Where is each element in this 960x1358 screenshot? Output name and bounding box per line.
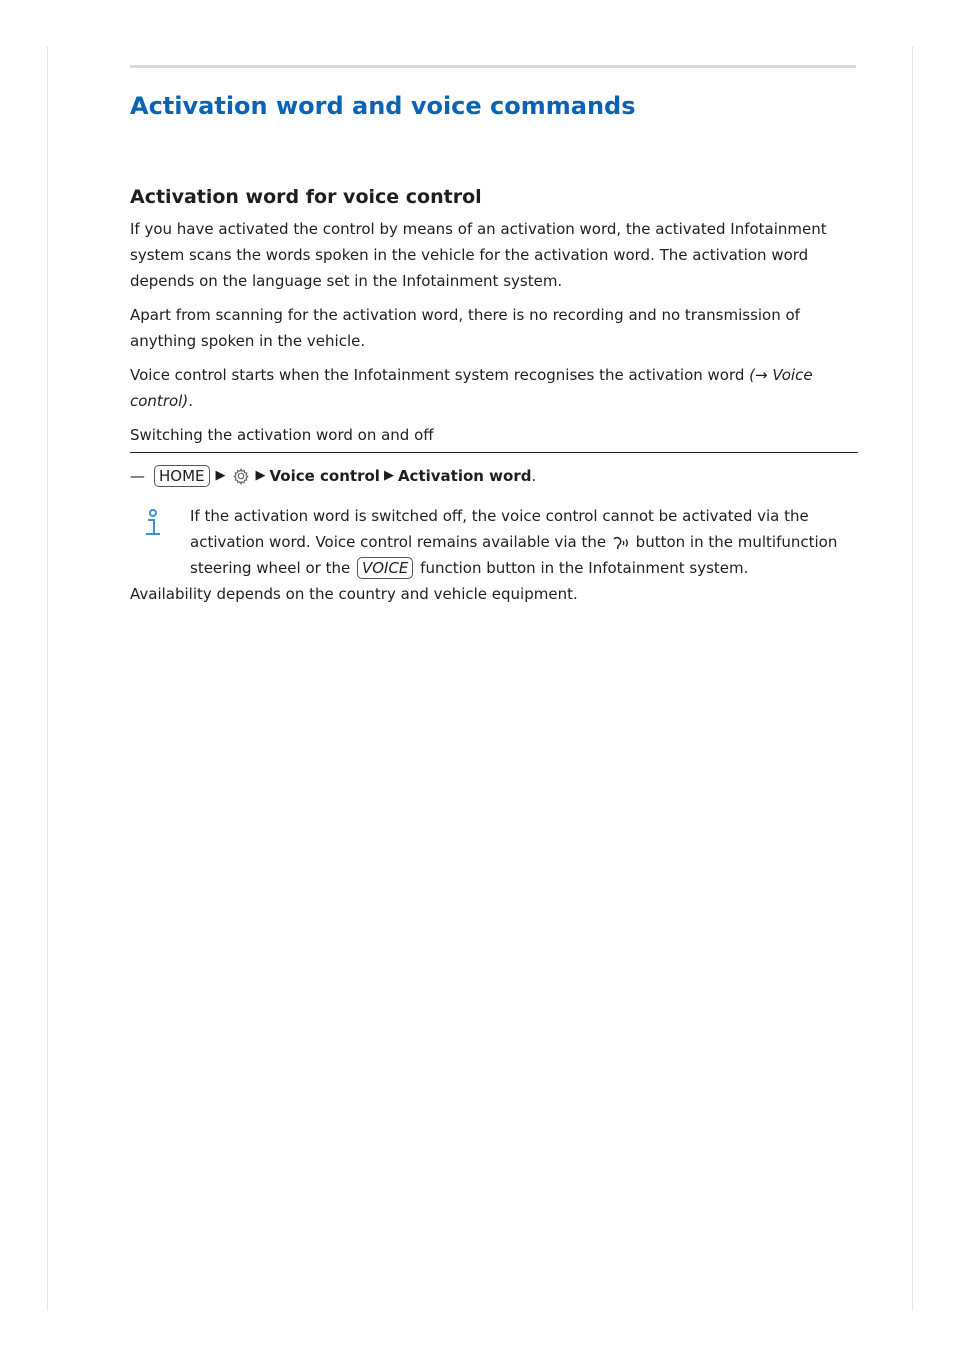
paragraph-no-recording: Apart from scanning for the activation word, there is no recording and no transmission of anything spoken in the vehicle. [130,306,800,350]
left-margin-line [47,46,48,1311]
voice-start-text: Voice control starts when the Infotainment system recognises the activation word [130,366,750,384]
top-rule [130,65,856,68]
info-note [130,503,858,581]
menu-item-voice-control[interactable]: Voice control [269,467,380,485]
voice-control-reference-link[interactable]: (→ Voice control) [130,366,813,410]
menu-path-step [130,463,858,489]
voice-button-icon [611,535,631,551]
path-arrow-icon: ▶ [215,468,226,483]
step-heading: Switching the activation word on and off [130,422,858,453]
page-title: Activation word and voice commands [130,92,636,120]
step-dash: — [130,467,145,485]
gear-icon[interactable] [232,467,250,485]
path-arrow-icon: ▶ [383,468,394,483]
note-text-part1: If the activation word is switched off, the voice control cannot be activated via the activation word. Voice control remains available via the [190,507,809,551]
availability-text: Availability depends on the country and vehicle equipment. [130,585,578,603]
info-icon [144,509,162,537]
step-end: . [531,467,537,485]
paragraph-voice-start [130,362,858,414]
page-content [130,88,858,607]
home-key[interactable]: HOME [154,465,210,487]
paragraph-activation-scan: If you have activated the control by means of an activation word, the activated Infotainment system scans the words spoken in the vehicle for the activation word. The activation word depends on the language set in the Infotainment system. [130,220,827,290]
path-arrow-icon: ▶ [255,468,266,483]
voice-key[interactable]: VOICE [357,557,413,579]
menu-item-activation-word[interactable]: Activation word [397,467,532,485]
section-heading: Activation word for voice control [130,186,482,208]
note-text-part3: function button in the Infotainment system. [415,559,749,577]
right-margin-line [912,46,913,1311]
voice-start-end: . [188,392,193,410]
note-text-part2: button in the multifunction steering wheel or the [190,533,838,577]
info-note-text [190,503,858,581]
